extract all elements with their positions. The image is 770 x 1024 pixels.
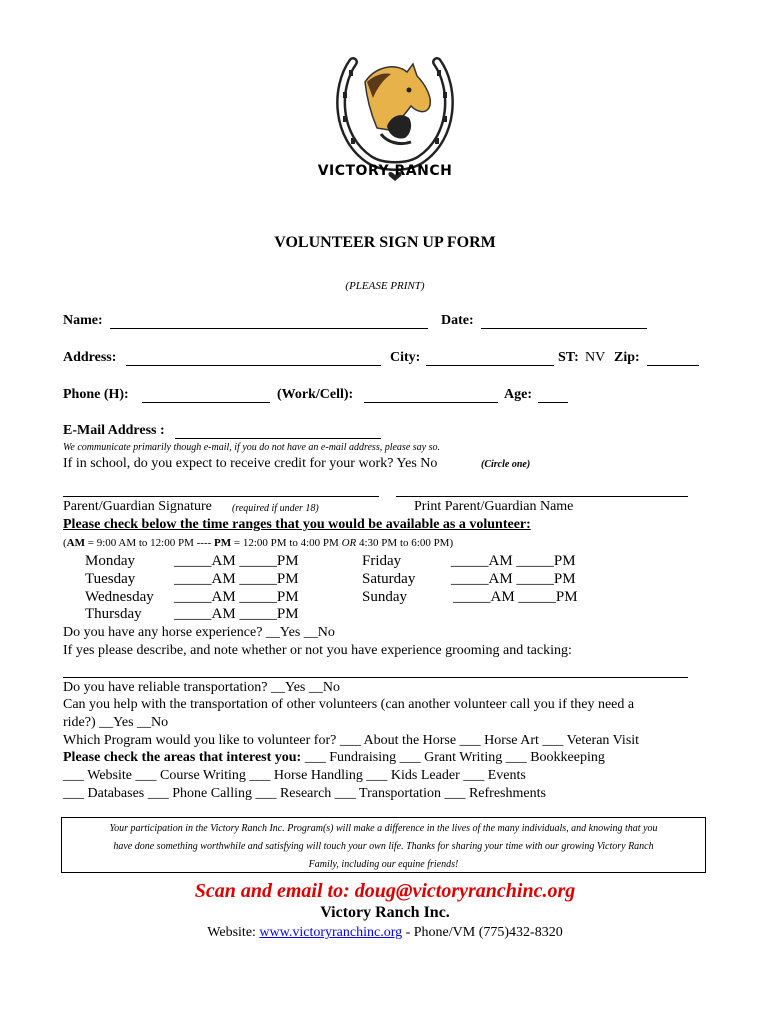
- date-label: Date:: [441, 313, 474, 328]
- guardian-signature-label: Parent/Guardian Signature: [63, 499, 212, 514]
- phone-label: Phone (H):: [63, 387, 129, 402]
- time-definitions: (AM = 9:00 AM to 12:00 PM ---- PM = 12:00 PM to 4:00 PM OR 4:30 PM to 6:00 PM): [63, 537, 454, 549]
- guardian-required-note: (required if under 18): [232, 503, 319, 514]
- email-note: We communicate primarily though e-mail, if you do not have an e-mail address, please say so.: [63, 442, 440, 453]
- form-subtitle: (PLEASE PRINT): [345, 280, 425, 292]
- slots-wednesday[interactable]: _____AM _____PM: [174, 589, 299, 605]
- work-phone-field[interactable]: [364, 402, 498, 403]
- city-label: City:: [390, 350, 421, 365]
- day-friday: Friday: [362, 553, 402, 569]
- day-sunday: Sunday: [362, 589, 407, 605]
- brand-name: VICTORY RANCH: [317, 163, 453, 179]
- horse-describe-field[interactable]: [63, 677, 688, 678]
- address-label: Address:: [63, 350, 117, 365]
- zip-label: Zip:: [614, 350, 640, 365]
- name-label: Name:: [63, 313, 103, 328]
- school-credit-question: If in school, do you expect to receive credit for your work? Yes No: [63, 456, 438, 471]
- date-field[interactable]: [481, 328, 647, 329]
- slots-monday[interactable]: _____AM _____PM: [174, 553, 299, 569]
- scan-email-instruction: Scan and email to: doug@victoryranchinc.org: [194, 880, 576, 902]
- day-wednesday: Wednesday: [85, 589, 154, 605]
- slots-friday[interactable]: _____AM _____PM: [451, 553, 576, 569]
- address-field[interactable]: [126, 365, 381, 366]
- guardian-signature-field[interactable]: [63, 496, 379, 497]
- email-label: E-Mail Address :: [63, 423, 165, 438]
- contact-line: [0, 925, 770, 941]
- form-title: VOLUNTEER SIGN UP FORM: [274, 234, 496, 251]
- guardian-print-label: Print Parent/Guardian Name: [414, 499, 574, 514]
- horse-experience-question[interactable]: Do you have any horse experience? __Yes __No: [63, 625, 335, 640]
- day-saturday: Saturday: [362, 571, 416, 587]
- phone-info: - Phone/VM (775)432-8320: [402, 925, 563, 940]
- website-link[interactable]: www.victoryranchinc.org: [259, 925, 403, 940]
- website-label: Website:: [207, 925, 260, 940]
- email-field[interactable]: [175, 438, 381, 439]
- city-field[interactable]: [426, 365, 554, 366]
- horse-describe-prompt: If yes please describe, and note whether or not you have experience grooming and tacking:: [63, 643, 572, 658]
- participation-note-line-3: Family, including our equine friends!: [308, 859, 459, 870]
- zip-field[interactable]: [647, 365, 699, 366]
- state-label: ST:: [558, 350, 579, 365]
- slots-thursday[interactable]: _____AM _____PM: [174, 606, 299, 622]
- transport-help-answer[interactable]: ride?) __Yes __No: [63, 715, 169, 730]
- age-label: Age:: [504, 387, 532, 402]
- slots-tuesday[interactable]: _____AM _____PM: [174, 571, 299, 587]
- day-monday: Monday: [85, 553, 135, 569]
- participation-note: [61, 817, 706, 873]
- interest-row-3[interactable]: ___ Databases ___ Phone Calling ___ Research ___ Transportation ___ Refreshments: [63, 786, 546, 801]
- age-field[interactable]: [538, 402, 568, 403]
- work-phone-label: (Work/Cell):: [277, 387, 354, 402]
- slots-saturday[interactable]: _____AM _____PM: [451, 571, 576, 587]
- name-field[interactable]: [110, 328, 428, 329]
- time-ranges-heading: Please check below the time ranges that you would be available as a volunteer:: [63, 517, 531, 532]
- participation-note-line-2: have done something worthwhile and satisfying will touch your own life. Thanks for sharing your time with our growing Victory Ranch: [113, 841, 654, 852]
- transport-question[interactable]: Do you have reliable transportation? __Yes __No: [63, 680, 340, 695]
- participation-note-line-1: Your participation in the Victory Ranch Inc. Program(s) will make a difference in the lives of the many individuals, and knowing that you: [109, 823, 658, 834]
- interest-row-2[interactable]: ___ Website ___ Course Writing ___ Horse Handling ___ Kids Leader ___ Events: [63, 768, 526, 783]
- day-thursday: Thursday: [85, 606, 142, 622]
- org-name: Victory Ranch Inc.: [320, 904, 450, 921]
- school-circle-note: (Circle one): [481, 459, 531, 470]
- slots-sunday[interactable]: _____AM _____PM: [453, 589, 578, 605]
- interest-row-1[interactable]: Please check the areas that interest you: ___ Fundraising ___ Grant Writing ___ Bookkeeping: [63, 750, 605, 765]
- day-tuesday: Tuesday: [85, 571, 136, 587]
- phone-field[interactable]: [142, 402, 270, 403]
- transport-help-question: Can you help with the transportation of other volunteers (can another volunteer call you if they need a: [63, 697, 635, 712]
- guardian-name-field[interactable]: [396, 496, 688, 497]
- state-value: NV: [585, 350, 606, 365]
- program-question[interactable]: Which Program would you like to volunteer for? ___ About the Horse ___ Horse Art ___ Veteran Visit: [63, 733, 640, 748]
